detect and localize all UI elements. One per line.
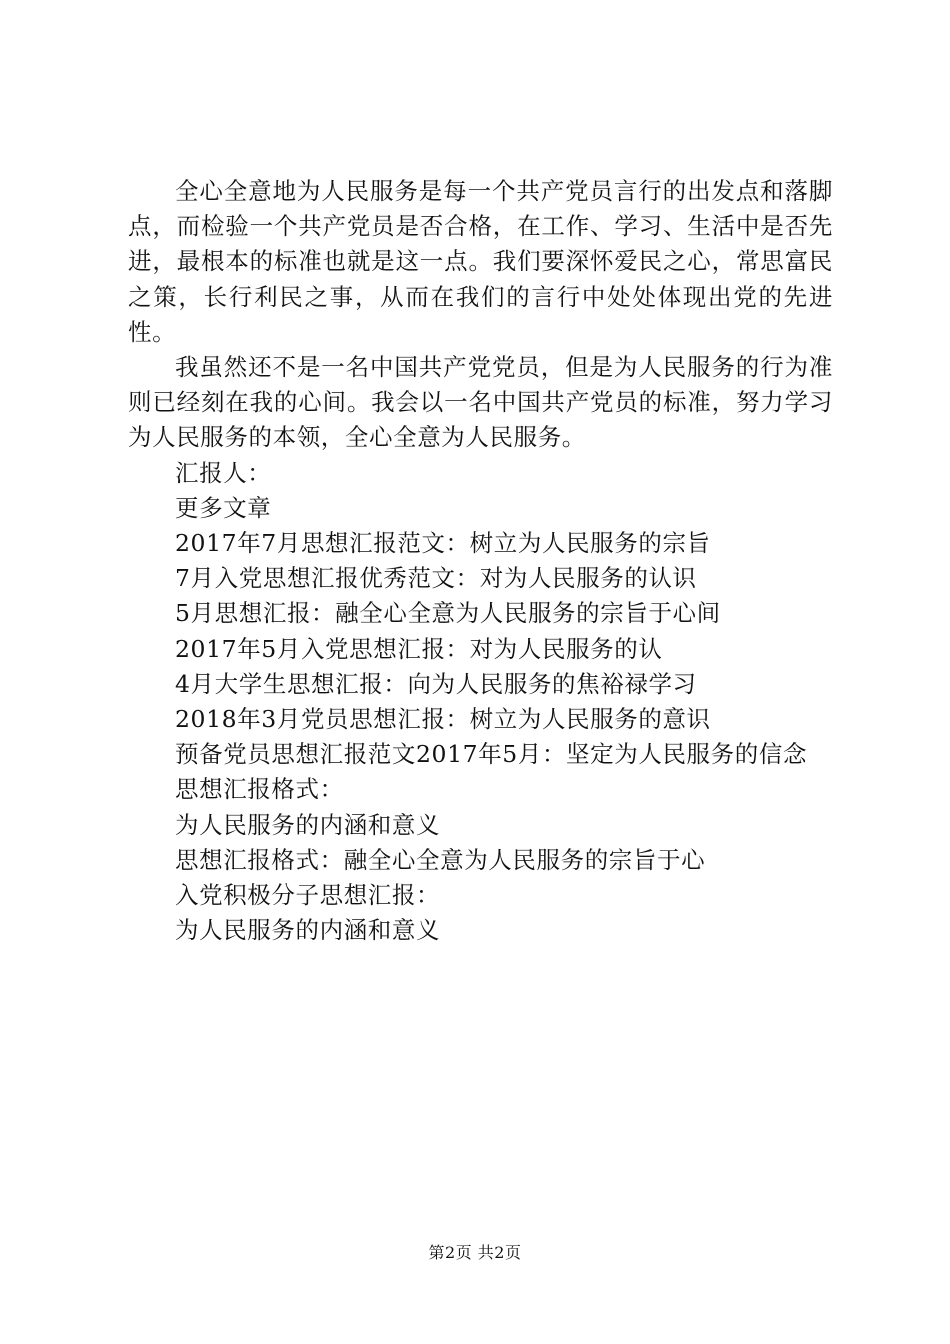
body-paragraph-2: 我虽然还不是一名中国共产党党员，但是为人民服务的行为准则已经刻在我的心间。我会以一名中国共产党员的标准，努力学习为人民服务的本领，全心全意为人民服务。 [128,353,833,452]
related-article-link-5[interactable]: 4月大学生思想汇报：向为人民服务的焦裕禄学习 [175,669,697,698]
page-footer [0,1243,950,1263]
related-article-link-10[interactable]: 思想汇报格式：融全心全意为人民服务的宗旨于心 [175,845,706,874]
body-paragraph-1: 全心全意地为人民服务是每一个共产党员言行的出发点和落脚点，而检验一个共产党员是否合格，在工作、学习、生活中是否先进，最根本的标准也就是这一点。我们要深怀爱民之心，常思富民之策，长行利民之事，从而在我们的言行中处处体现出党的先进性。 [128,177,833,346]
related-article-link-1[interactable]: 2017年7月思想汇报范文：树立为人民服务的宗旨 [175,529,711,558]
related-article-link-11[interactable]: 入党积极分子思想汇报： [175,881,441,910]
related-article-link-7[interactable]: 预备党员思想汇报范文2017年5月：坚定为人民服务的信念 [175,740,808,769]
page-number: 第2页 共2页 [428,1243,522,1262]
related-article-link-6[interactable]: 2018年3月党员思想汇报：树立为人民服务的意识 [175,705,711,734]
more-articles-heading: 更多文章 [175,493,272,522]
related-article-link-9[interactable]: 为人民服务的内涵和意义 [175,810,441,839]
related-article-link-2[interactable]: 7月入党思想汇报优秀范文：对为人民服务的认识 [175,564,697,593]
related-article-link-4[interactable]: 2017年5月入党思想汇报：对为人民服务的认 [175,634,663,663]
document-body [128,174,833,948]
related-article-link-12[interactable]: 为人民服务的内涵和意义 [175,916,441,945]
reporter-label: 汇报人： [175,458,272,487]
related-article-link-3[interactable]: 5月思想汇报：融全心全意为人民服务的宗旨于心间 [175,599,721,628]
related-article-link-8[interactable]: 思想汇报格式： [175,775,344,804]
